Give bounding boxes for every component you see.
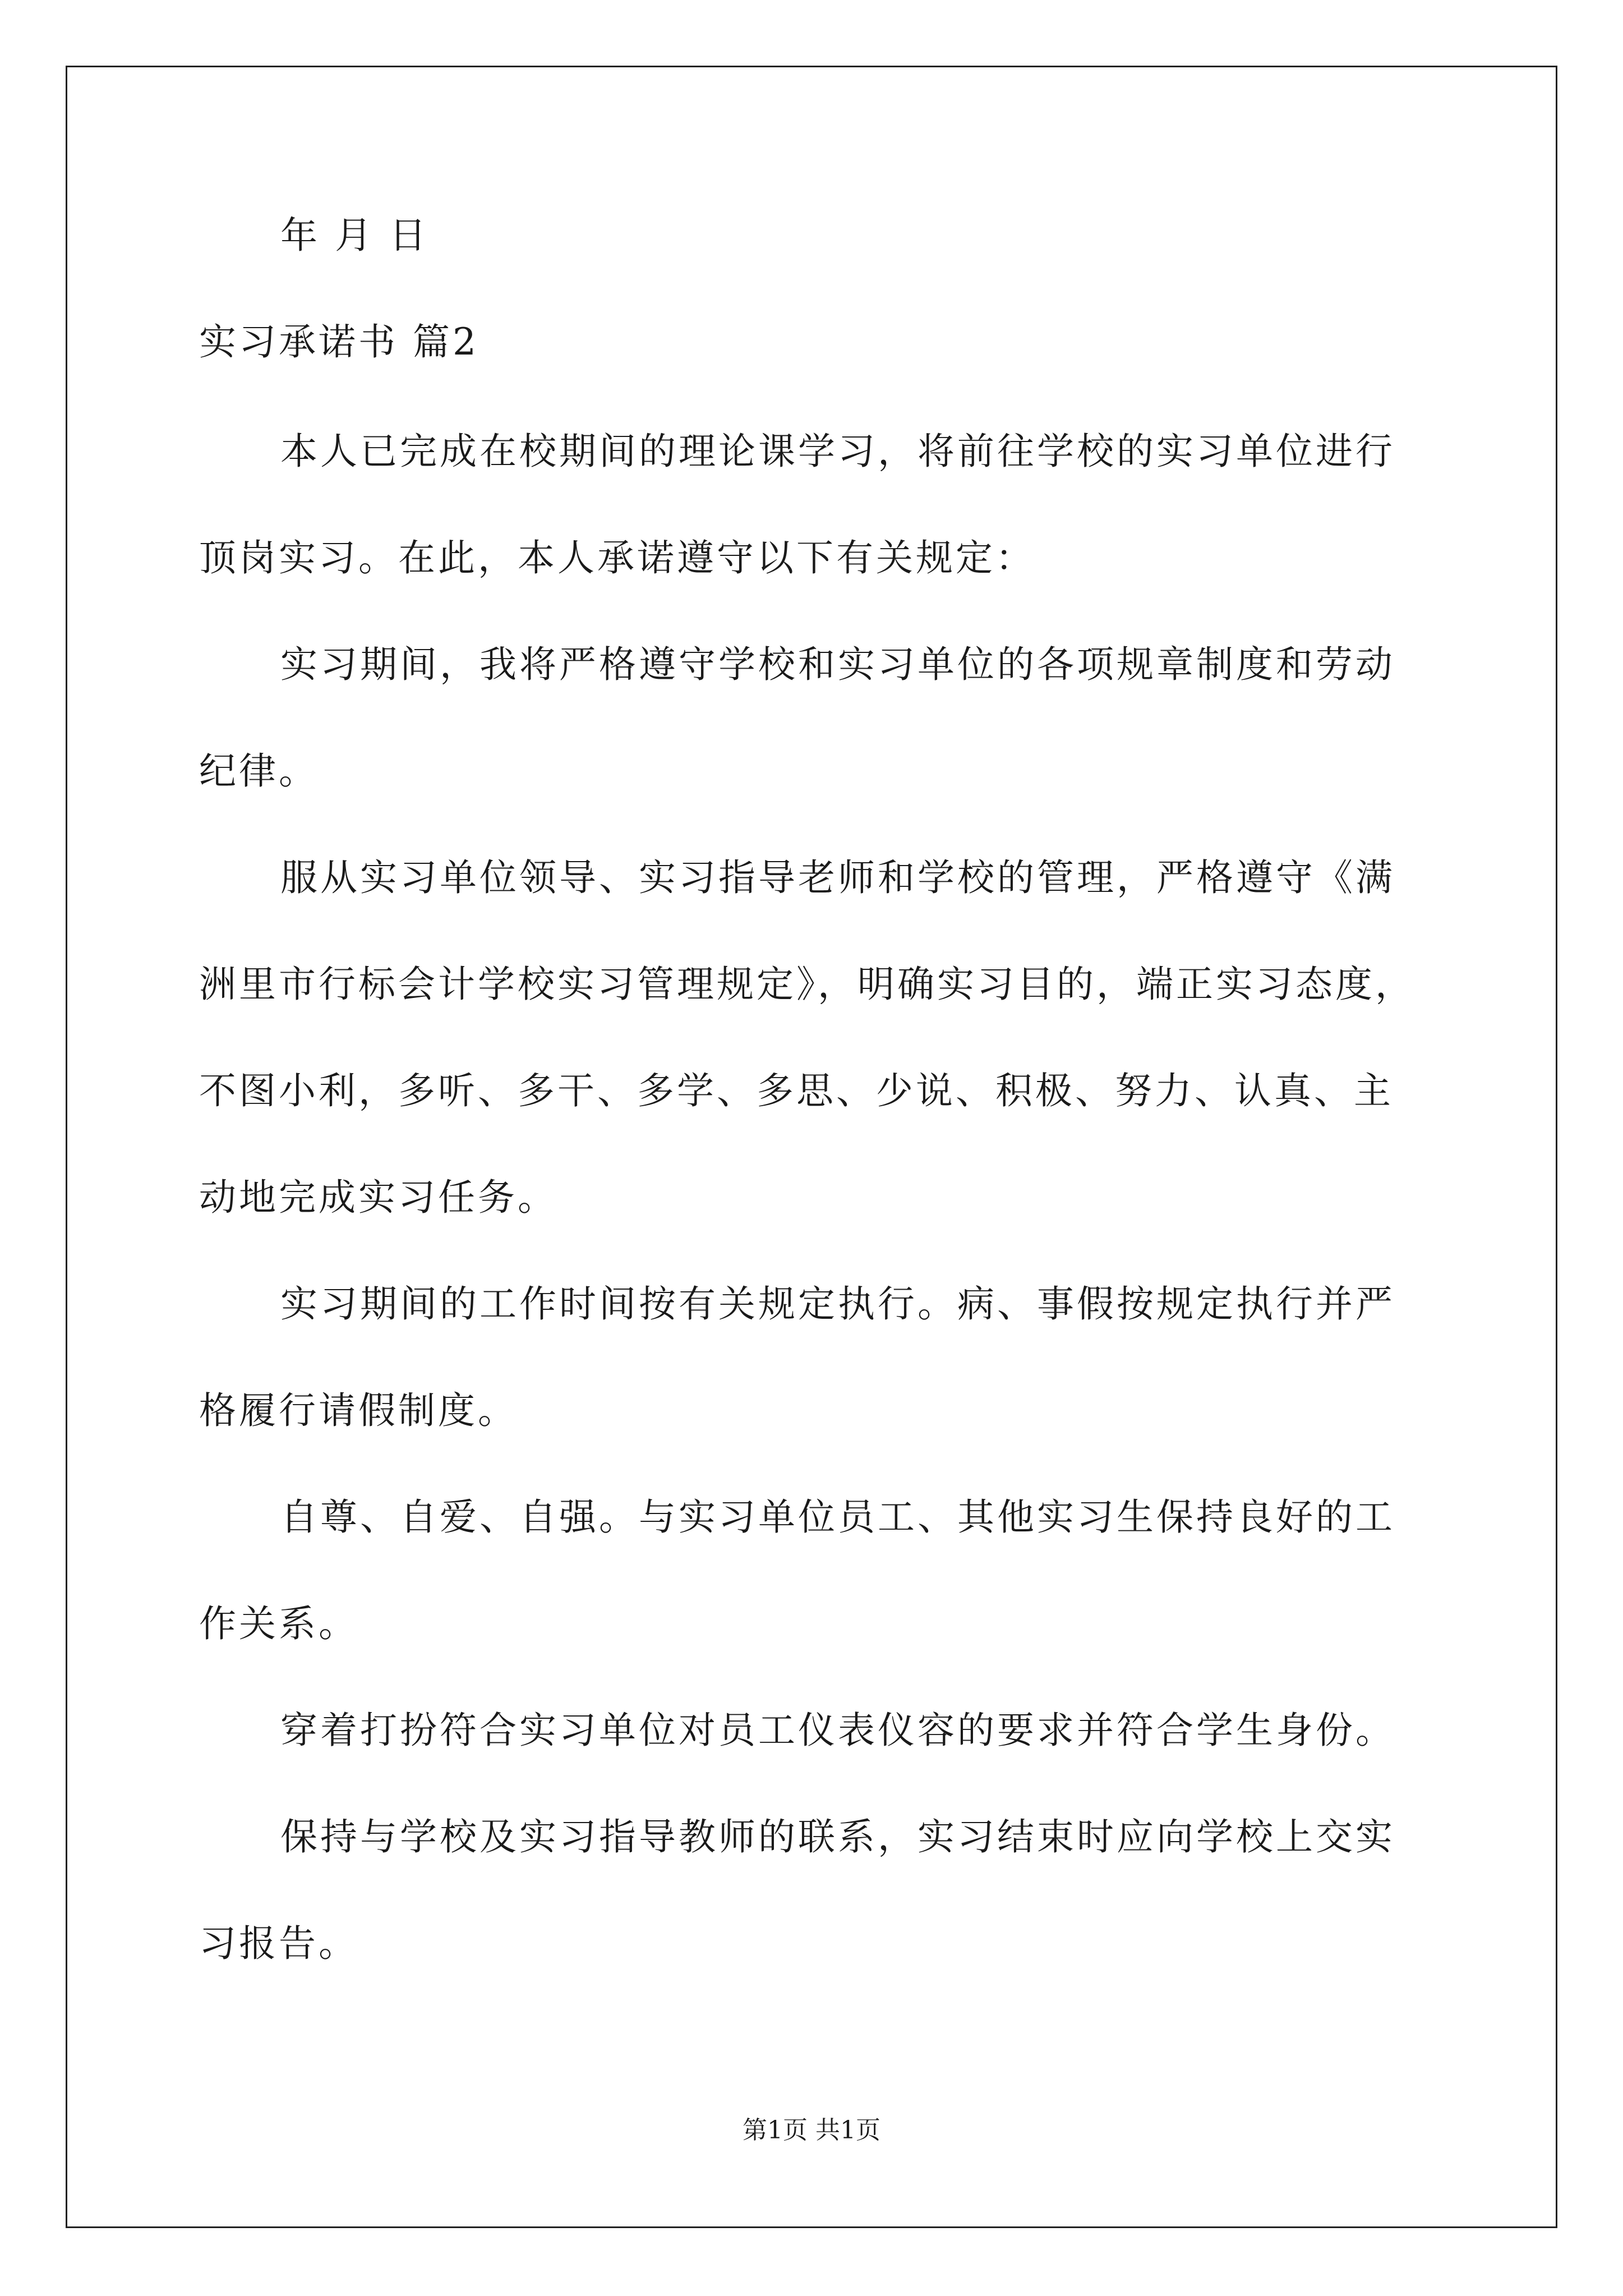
paragraph-5-line-1: 自尊、自爱、自强。与实习单位员工、其他实习生保持良好的工 (280, 1496, 1395, 1539)
paragraph-3-line-4: 动地完成实习任务。 (199, 1176, 557, 1219)
paragraph-4-line-1: 实习期间的工作时间按有关规定执行。病、事假按规定执行并严 (280, 1282, 1395, 1326)
paragraph-1-line-2: 顶岗实习。在此，本人承诺遵守以下有关规定： (199, 536, 1035, 579)
paragraph-2-line-1: 实习期间，我将严格遵守学校和实习单位的各项规章制度和劳动 (280, 643, 1395, 686)
date-line: 年 月 日 (280, 214, 429, 257)
page-border (66, 66, 1557, 2228)
paragraph-3-line-2: 洲里市行标会计学校实习管理规定》，明确实习目的，端正实习态度， (199, 963, 1415, 1006)
paragraph-1-line-1: 本人已完成在校期间的理论课学习，将前往学校的实习单位进行 (280, 430, 1395, 473)
paragraph-4-line-2: 格履行请假制度。 (199, 1389, 518, 1432)
page-footer: 第1页 共1页 (743, 2116, 880, 2145)
paragraph-3-line-3: 不图小利，多听、多干、多学、多思、少说、积极、努力、认真、主 (199, 1069, 1394, 1112)
paragraph-5-line-2: 作关系。 (199, 1602, 358, 1645)
paragraph-7-line-1: 保持与学校及实习指导教师的联系，实习结束时应向学校上交实 (280, 1815, 1395, 1858)
paragraph-3-line-1: 服从实习单位领导、实习指导老师和学校的管理，严格遵守《满 (280, 856, 1395, 899)
paragraph-6-line-1: 穿着打扮符合实习单位对员工仪表仪容的要求并符合学生身份。 (280, 1709, 1395, 1752)
paragraph-7-line-2: 习报告。 (199, 1922, 358, 1965)
section-title: 实习承诺书 篇2 (199, 320, 479, 364)
paragraph-2-line-2: 纪律。 (199, 749, 319, 793)
